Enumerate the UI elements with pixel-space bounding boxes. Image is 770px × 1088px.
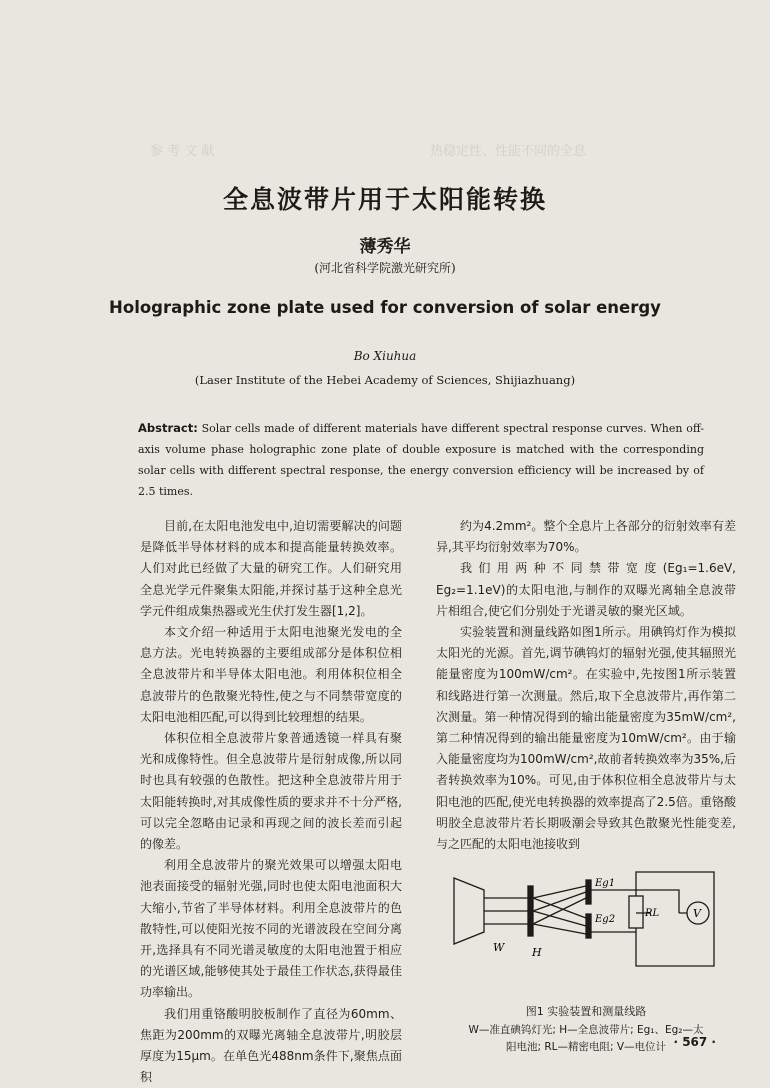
figure-legend-line: W—准直碘钨灯光; H—全息波带片; Eg₁、Eg₂—太 bbox=[468, 1024, 704, 1036]
abstract-label: Abstract: bbox=[138, 421, 198, 435]
resistor bbox=[629, 896, 643, 928]
lamp-housing bbox=[454, 878, 484, 944]
paragraph: 我们用两种不同禁带宽度(Eg₁=1.6eV, Eg₂=1.1eV)的太阳电池,与制作的双曝光离轴全息波带片相组合,使它们分别处于光谱灵敏的聚光区域。 bbox=[436, 561, 736, 618]
setup-diagram bbox=[436, 856, 736, 1001]
body-column-left bbox=[140, 516, 402, 1088]
page-number: · 567 · bbox=[673, 1035, 716, 1049]
affiliation-cn: (河北省科学院激光研究所) bbox=[314, 261, 456, 275]
label-eg2: Eg2 bbox=[595, 914, 616, 925]
paper-title-cn: 全息波带片用于太阳能转换 bbox=[222, 185, 547, 214]
solar-cell-eg2 bbox=[586, 914, 591, 938]
affiliation-en: (Laser Institute of the Hebei Academy of Sciences, Shijiazhuang) bbox=[194, 373, 576, 387]
paragraph: 实验装置和测量线路如图1所示。用碘钨灯作为模拟太阳光的光源。首先,调节碘钨灯的辐射光强,使其辐照光能量密度为100mW/cm²。在实验中,先按图1所示装置和线路进行第一次测量。然后,取下全息波带片,再作第二次测量。第一种情况得到的输出能量密度为35mW/cm²,第二种情况得到的输出能量密度为10mW/cm²。由于输入能量密度均为100mW/cm²,故前者转换效率为35%,后者转换效率为10%。可见,由于体积位相全息波带片与太阳电池的匹配,使光电转换器的效率提高了2.5倍。重铬酸明胶全息波带片若长期吸潮会导致其色散聚光性能变差,与之匹配的太阳电池接收到 bbox=[436, 625, 736, 852]
body-column-right bbox=[436, 516, 736, 855]
abstract-text: Solar cells made of different materials have different spectral response curves. When off-axis volume phase holographic zone plate of double exposure is matched with the corresponding solar cells with different spectral response, the energy conversion efficiency will be increased by of 2.5 times. bbox=[138, 422, 704, 498]
author-name-cn: 薄秀华 bbox=[359, 237, 411, 257]
show-through-text: 参 考 文 献 bbox=[150, 144, 215, 159]
author-name-en: Bo Xiuhua bbox=[353, 349, 417, 363]
figure-legend-line: 阳电池; RL—精密电阻; V—电位计 bbox=[505, 1041, 667, 1053]
figure-caption: 图1 实验装置和测量线路 bbox=[525, 1005, 647, 1018]
show-through-text: 热稳定性、性能不同的全息 bbox=[430, 144, 587, 159]
label-eg1: Eg1 bbox=[595, 878, 616, 889]
label-rl: RL bbox=[645, 908, 660, 919]
zone-plate bbox=[528, 886, 533, 936]
paragraph: 本文介绍一种适用于太阳电池聚光发电的全息方法。光电转换器的主要组成部分是体积位相全息波带片和半导体太阳电池。利用体积位相全息波带片的色散聚光特性,使之与不同禁带宽度的太阳电池相匹配,可以得到比较理想的结果。 bbox=[140, 625, 402, 724]
abstract bbox=[138, 418, 704, 502]
light-rays bbox=[484, 898, 528, 924]
paragraph: 利用全息波带片的聚光效果可以增强太阳电池表面接受的辐射光强,同时也使太阳电池面积大大缩小,节省了半导体材料。利用全息波带片的色散特性,可以使阳光按不同的光谱波段在空间分离开,选择具有不同光谱灵敏度的太阳电池置于相应的光谱区域,能够使其处于最佳工作状态,获得最佳功率输出。 bbox=[140, 858, 402, 1000]
paragraph: 体积位相全息波带片象普通透镜一样具有聚光和成像特性。但全息波带片是衍射成像,所以同时也具有较强的色散性。把这种全息波带片用于太阳能转换时,对其成像性质的要求并不十分严格,可以完全忽略由记录和再现之间的波长差而引起的像差。 bbox=[140, 731, 402, 852]
beams-lower bbox=[533, 898, 586, 934]
paper-title-en: Holographic zone plate used for conversion of solar energy bbox=[109, 298, 661, 317]
label-v: V bbox=[693, 907, 701, 920]
solar-cell-eg1 bbox=[586, 880, 591, 904]
paragraph: 目前,在太阳电池发电中,迫切需要解决的问题是降低半导体材料的成本和提高能量转换效率。人们对此已经做了大量的研究工作。人们研究用全息光学元件聚集太阳能,并探讨基于这种全息光学元件组成集热器或光生伏打发生器[1,2]。 bbox=[140, 519, 402, 618]
label-w: W bbox=[493, 941, 505, 954]
paragraph: 约为4.2mm²。整个全息片上各部分的衍射效率有差异,其平均衍射效率为70%。 bbox=[436, 519, 736, 555]
paragraph: 我们用重铬酸明胶板制作了直径为60mm、焦距为200mm的双曝光离轴全息波带片,明胶层厚度为15μm。在单色光488nm条件下,聚焦点面积 bbox=[140, 1006, 402, 1085]
label-h: H bbox=[532, 946, 542, 959]
